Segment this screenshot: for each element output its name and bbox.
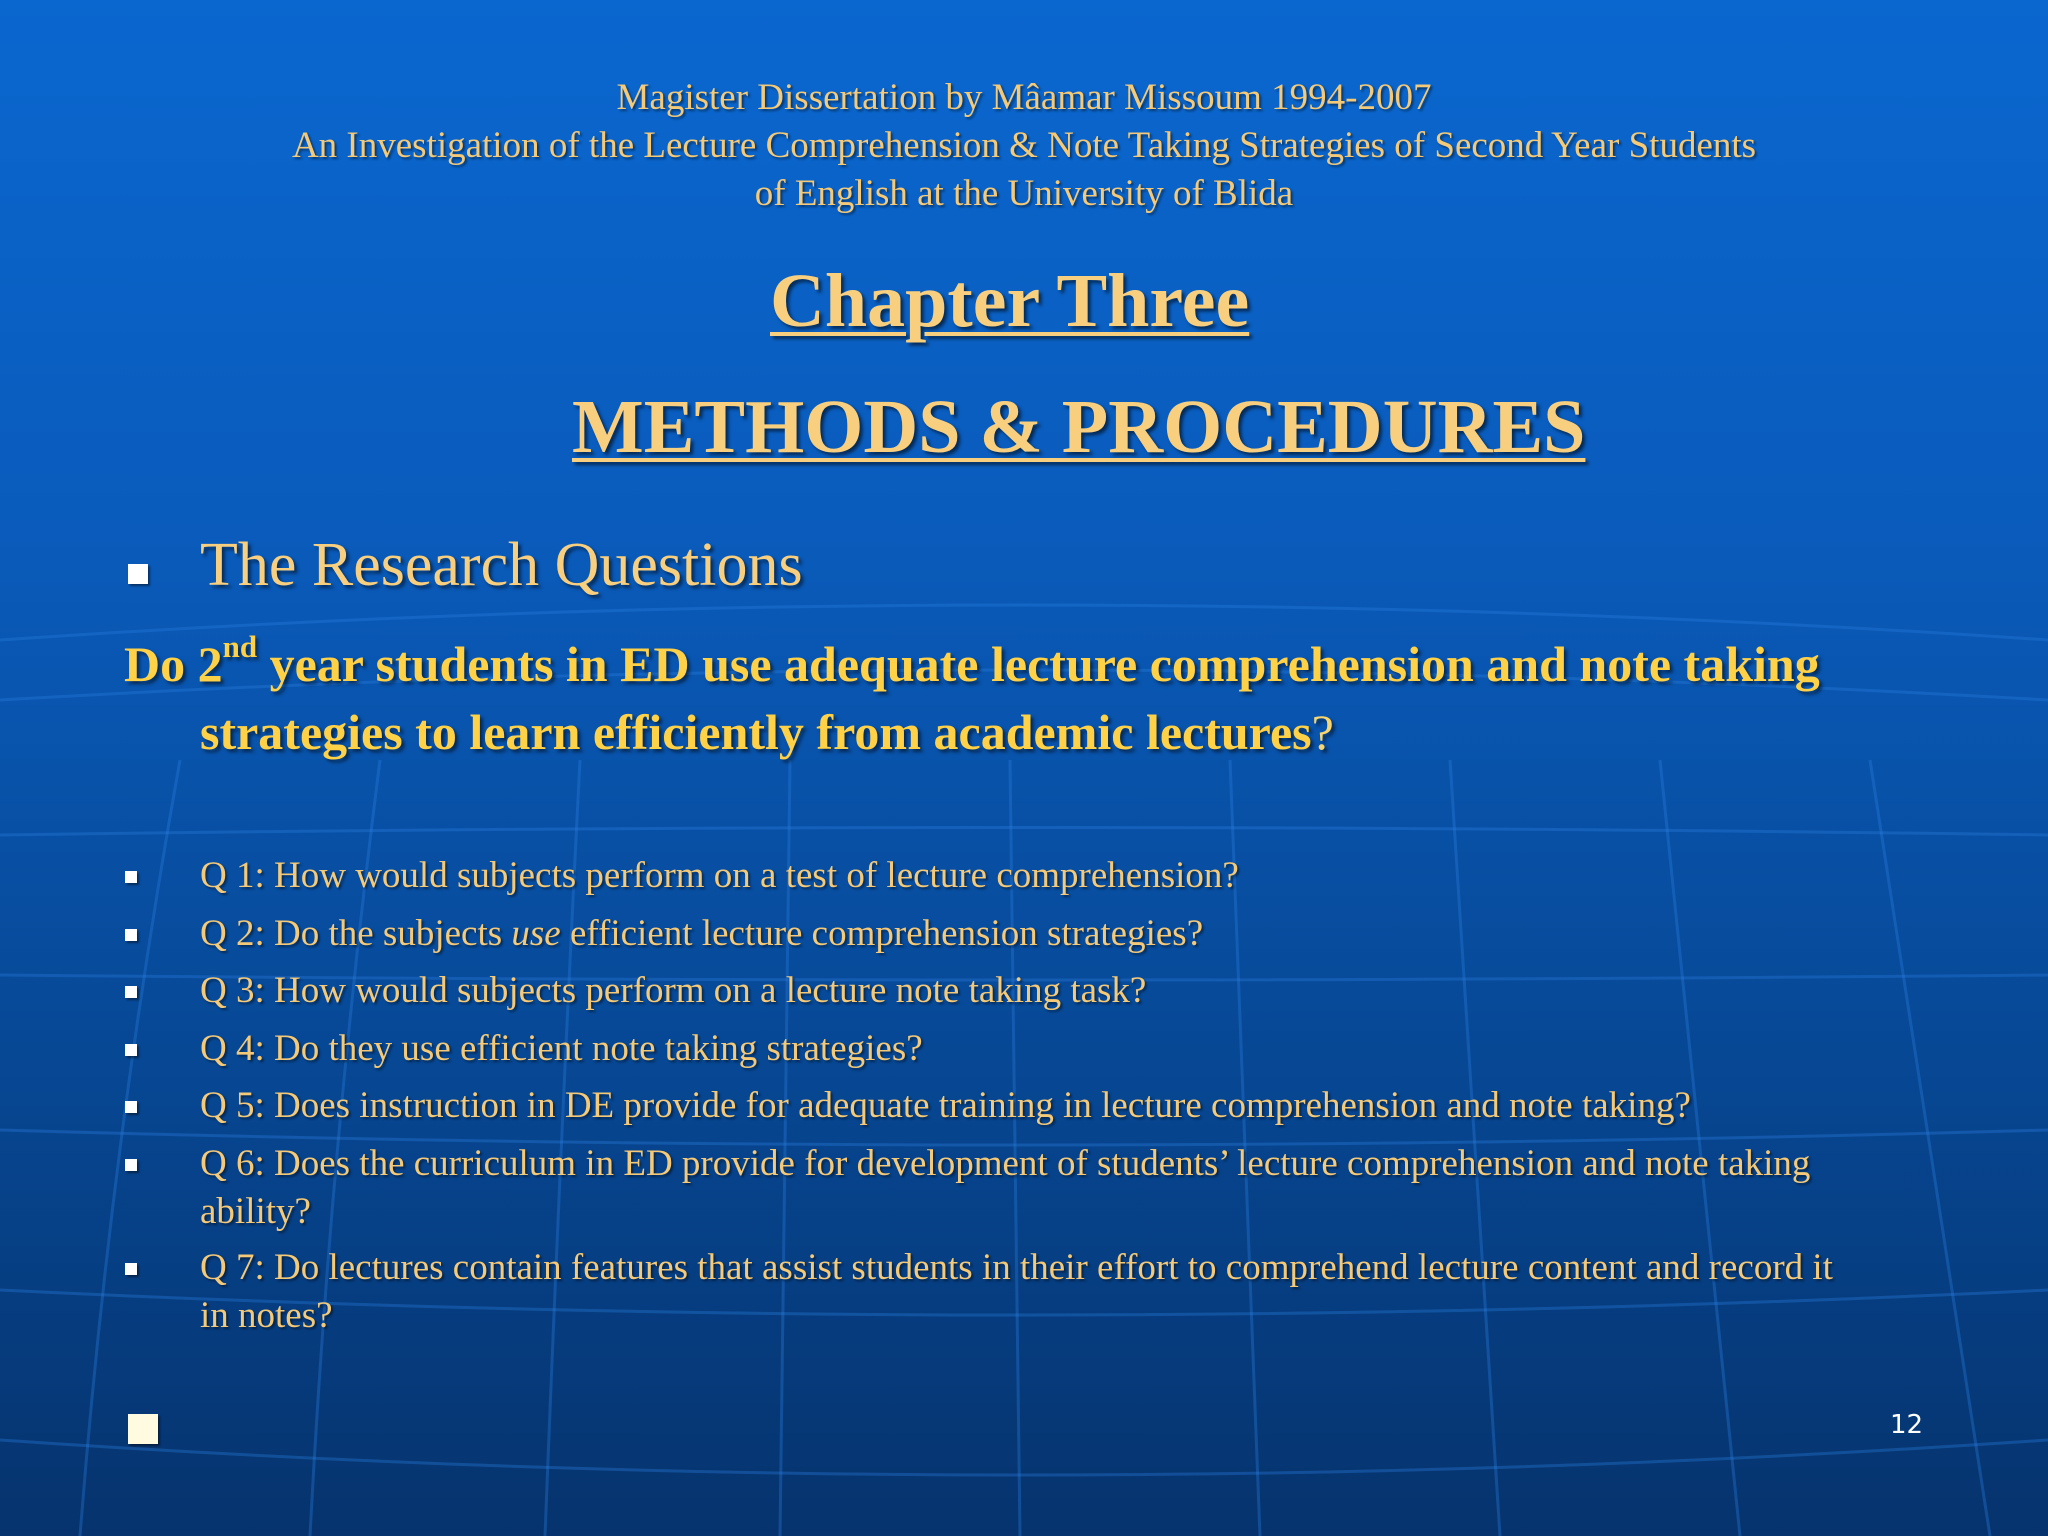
main-question-superscript: nd [222,629,258,665]
research-question-5: Q 5: Does instruction in DE provide for adequate training in lecture comprehension and note taking? [200,1085,1691,1126]
square-bullet-icon [125,986,137,998]
square-bullet-icon [125,929,137,941]
header-line-3: of English at the University of Blida [754,173,1294,214]
research-question-6: Q 6: Does the curriculum in ED provide for development of students’ lecture comprehension and note taking ability? [200,1143,1811,1232]
square-bullet-icon [128,1414,158,1444]
main-research-question [124,630,1904,766]
main-question-end: ? [1311,704,1334,760]
question-2-italic: use [511,913,561,954]
question-2-before: Q 2: Do the subjects [200,913,512,954]
square-bullet-icon [128,564,148,584]
chapter-title: Chapter Three [770,259,1250,343]
page-number: 12 [1890,1410,1924,1440]
main-question-part-2: year students in ED use adequate lecture comprehension and note taking strategies to learn efficiently from academic lectures [200,636,1820,760]
header-line-1: Magister Dissertation by Mâamar Missoum 1994-2007 [616,77,1432,118]
header-line-2: An Investigation of the Lecture Comprehension & Note Taking Strategies of Second Year Students [291,125,1757,166]
main-question-part-1: Do 2 [124,636,223,692]
question-2-after: efficient lecture comprehension strategies? [560,913,1204,954]
square-bullet-icon [125,1044,137,1056]
research-question-2 [200,910,1860,958]
research-question-3: Q 3: How would subjects perform on a lecture note taking task? [200,970,1147,1011]
square-bullet-icon [125,1159,137,1171]
research-question-1: Q 1: How would subjects perform on a test of lecture comprehension? [200,855,1239,896]
research-question-4: Q 4: Do they use efficient note taking strategies? [200,1028,923,1069]
square-bullet-icon [125,1263,137,1275]
square-bullet-icon [125,1101,137,1113]
square-bullet-icon [125,871,137,883]
research-question-7: Q 7: Do lectures contain features that assist students in their effort to comprehend lecture content and record it in notes? [200,1247,1833,1336]
section-heading: The Research Questions [200,531,803,599]
chapter-subtitle: METHODS & PROCEDURES [572,385,1586,469]
